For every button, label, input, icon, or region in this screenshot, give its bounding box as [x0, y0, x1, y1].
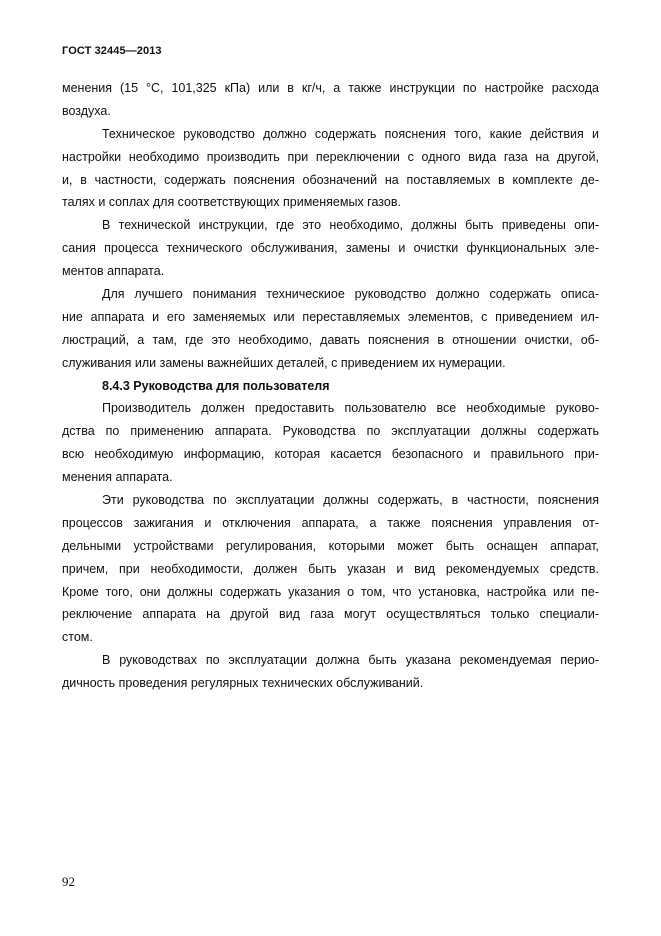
text-line: дичность проведения регулярных технических обслуживаний.: [62, 676, 424, 691]
text-line: служивания или замены важнейших деталей, с приведением их нумерации.: [62, 355, 506, 370]
text-line: сания процесса технического обслуживания, замены и очистки функциональных эле-: [62, 241, 599, 256]
paragraph-first-line: В технической инструкции, где это необходимо, должны быть приведены опи-: [102, 218, 599, 233]
text-line: всю необходимую информацию, которая касается безопасного и правильного при-: [62, 447, 599, 462]
text-line: дства по применению аппарата. Руководства по эксплуатации должны содержать: [62, 424, 599, 439]
paragraph-first-line: Производитель должен предоставить пользователю все необходимые руково-: [102, 401, 599, 416]
text-line: Кроме того, они должны содержать указания о том, что установка, настройка или пе-: [62, 584, 599, 599]
text-line: причем, при необходимости, должен быть указан и вид рекомендуемых средств.: [62, 561, 599, 576]
text-line: менения аппарата.: [62, 470, 173, 485]
text-line: воздуха.: [62, 103, 111, 118]
text-line: ментов аппарата.: [62, 264, 165, 279]
text-line: и, в частности, содержать пояснения обозначений на поставляемых в комплекте де-: [62, 172, 599, 187]
document-body: [62, 77, 599, 695]
text-line: менения (15 °С, 101,325 кПа) или в кг/ч, а также инструкции по настройке расхода: [62, 81, 599, 95]
paragraph-first-line: Техническое руководство должно содержать пояснения того, какие действия и: [102, 126, 599, 141]
text-line: настройки необходимо производить при переключении с одного вида газа на другой,: [62, 149, 599, 164]
text-line: процессов зажигания и отключения аппарата, а также пояснения управления от-: [62, 515, 599, 530]
paragraph-first-line: В руководствах по эксплуатации должна быть указана рекомендуемая перио-: [102, 653, 599, 668]
paragraph-first-line: Эти руководства по эксплуатации должны содержать, в частности, пояснения: [102, 493, 599, 508]
section-heading: 8.4.3 Руководства для пользователя: [102, 378, 330, 393]
text-line: талях и соплах для соответствующих применяемых газов.: [62, 195, 401, 210]
text-line: ние аппарата и его заменяемых или переставляемых элементов, с приведением ил-: [62, 309, 599, 324]
text-line: дельными устройствами регулирования, которыми может быть оснащен аппарат,: [62, 538, 599, 553]
text-line: стом.: [62, 630, 93, 645]
paragraph-first-line: Для лучшего понимания техническиое руководство должно содержать описа-: [102, 287, 599, 302]
text-line: реключение аппарата на другой вид газа могут осуществляться только специали-: [62, 607, 599, 622]
page-number: 92: [62, 874, 75, 889]
document-header: ГОСТ 32445—2013: [62, 45, 162, 57]
text-line: люстраций, а там, где это необходимо, давать пояснения в отношении очистки, об-: [62, 332, 599, 347]
